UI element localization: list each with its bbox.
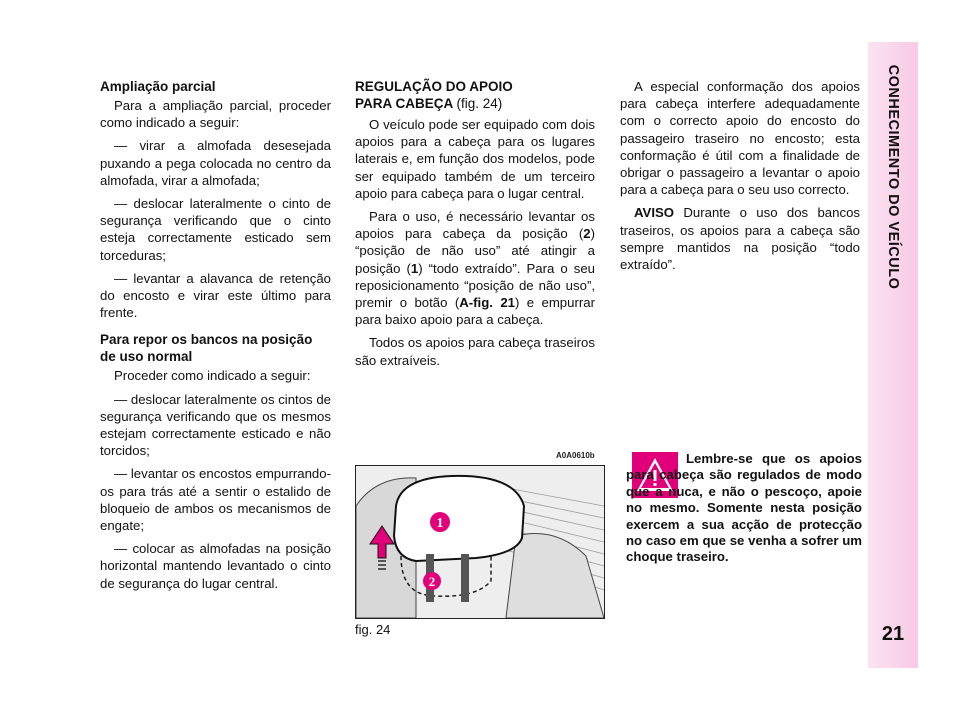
heading-ampliacao: Ampliação parcial xyxy=(100,79,216,94)
figure-reference: (fig. 24) xyxy=(456,96,503,111)
paragraph: Para a ampliação parcial, proceder como indicado a seguir: xyxy=(100,98,331,131)
figure-reference: A-fig. 21 xyxy=(459,295,515,311)
aviso-label: AVISO xyxy=(634,205,675,221)
page-number: 21 xyxy=(881,623,905,645)
aviso-paragraph xyxy=(620,204,860,273)
heading-regulacao xyxy=(355,78,595,112)
paragraph: — levantar os encostos empurrando-os para trás até a sentir o estalido de bloqueio de ambos os mecanismos de engate; xyxy=(100,466,331,534)
text-run: ) “todo extraído”. Para o seu reposicionamento “posição de não uso”, premir o botão ( xyxy=(355,260,595,311)
position-number: 2 xyxy=(583,226,591,242)
text-run: ) “posição de não uso” até atingir a posição ( xyxy=(355,226,595,276)
column-right xyxy=(620,78,860,279)
text-run: ) e empurrar para baixo apoio para a cabeça. xyxy=(355,295,595,328)
column-middle xyxy=(355,78,595,375)
paragraph: — colocar as almofadas na posição horizontal mantendo levantado o cinto de segurança do lugar central. xyxy=(100,541,331,591)
heading-line-2: PARA CABEÇA xyxy=(355,96,453,111)
aviso-text: Durante o uso dos bancos traseiros, os apoios para a cabeça são sempre mantidos na posição “todo extraído”. xyxy=(620,205,860,273)
paragraph: Proceder como indicado a seguir: xyxy=(114,368,311,384)
figure-caption: fig. 24 xyxy=(355,622,391,637)
paragraph: A especial conformação dos apoios para cabeça interfere adequadamente com o correcto apoio do encosto do passageiro traseiro no encosto; esta conformação é útil com a finalidade de obrigar o passageiro a levantar o apoio para a cabeça para o seu uso correcto. xyxy=(620,79,860,198)
text-run: Para o uso, é necessário levantar os apoios para cabeça da posição ( xyxy=(355,209,595,242)
paragraph: O veículo pode ser equipado com dois apoios para a cabeça para os lugares laterais e, em função dos modelos, pode ser equipado também de um terceiro apoio para cabeça para o lugar central. xyxy=(355,117,595,201)
heading-repor-bancos: Para repor os bancos na posição de uso normal xyxy=(100,332,313,365)
column-left xyxy=(100,78,331,598)
label-position-2: 2 xyxy=(428,574,436,589)
warning-text: Lembre-se que os apoios para cabeça são regulados de modo que a nuca, e não o pescoço, apoie no mesmo. Somente nesta posição exercem a sua acção de protecção no caso em que se venha a sofrer um choque traseiro. xyxy=(626,451,862,565)
heading-line-1: REGULAÇÃO DO APOIO xyxy=(355,79,513,94)
section-sidebar xyxy=(868,42,918,668)
figure-code: A0A0610b xyxy=(556,451,595,460)
paragraph: — deslocar lateralmente o cinto de segurança verificando que o cinto esteja correctamente esticado sem torceduras; xyxy=(100,196,331,263)
headrest-drawing xyxy=(356,466,604,618)
label-position-1: 1 xyxy=(436,516,444,531)
position-number: 1 xyxy=(410,260,419,276)
paragraph: Todos os apoios para cabeça traseiros são extraíveis. xyxy=(355,335,595,368)
paragraph: — virar a almofada desesejada puxando a pega colocada no centro da almofada, virar a almofada; xyxy=(100,138,331,188)
paragraph: — levantar a alavanca de retenção do encosto e virar este último para frente. xyxy=(100,270,331,321)
paragraph xyxy=(355,208,595,328)
section-title: CONHECIMENTO DO VEÍCULO xyxy=(885,64,901,290)
paragraph: — deslocar lateralmente os cintos de segurança verificando que os mesmos estejam correctamente esticado e não torcidos; xyxy=(100,391,331,459)
headrest-illustration xyxy=(355,465,605,619)
